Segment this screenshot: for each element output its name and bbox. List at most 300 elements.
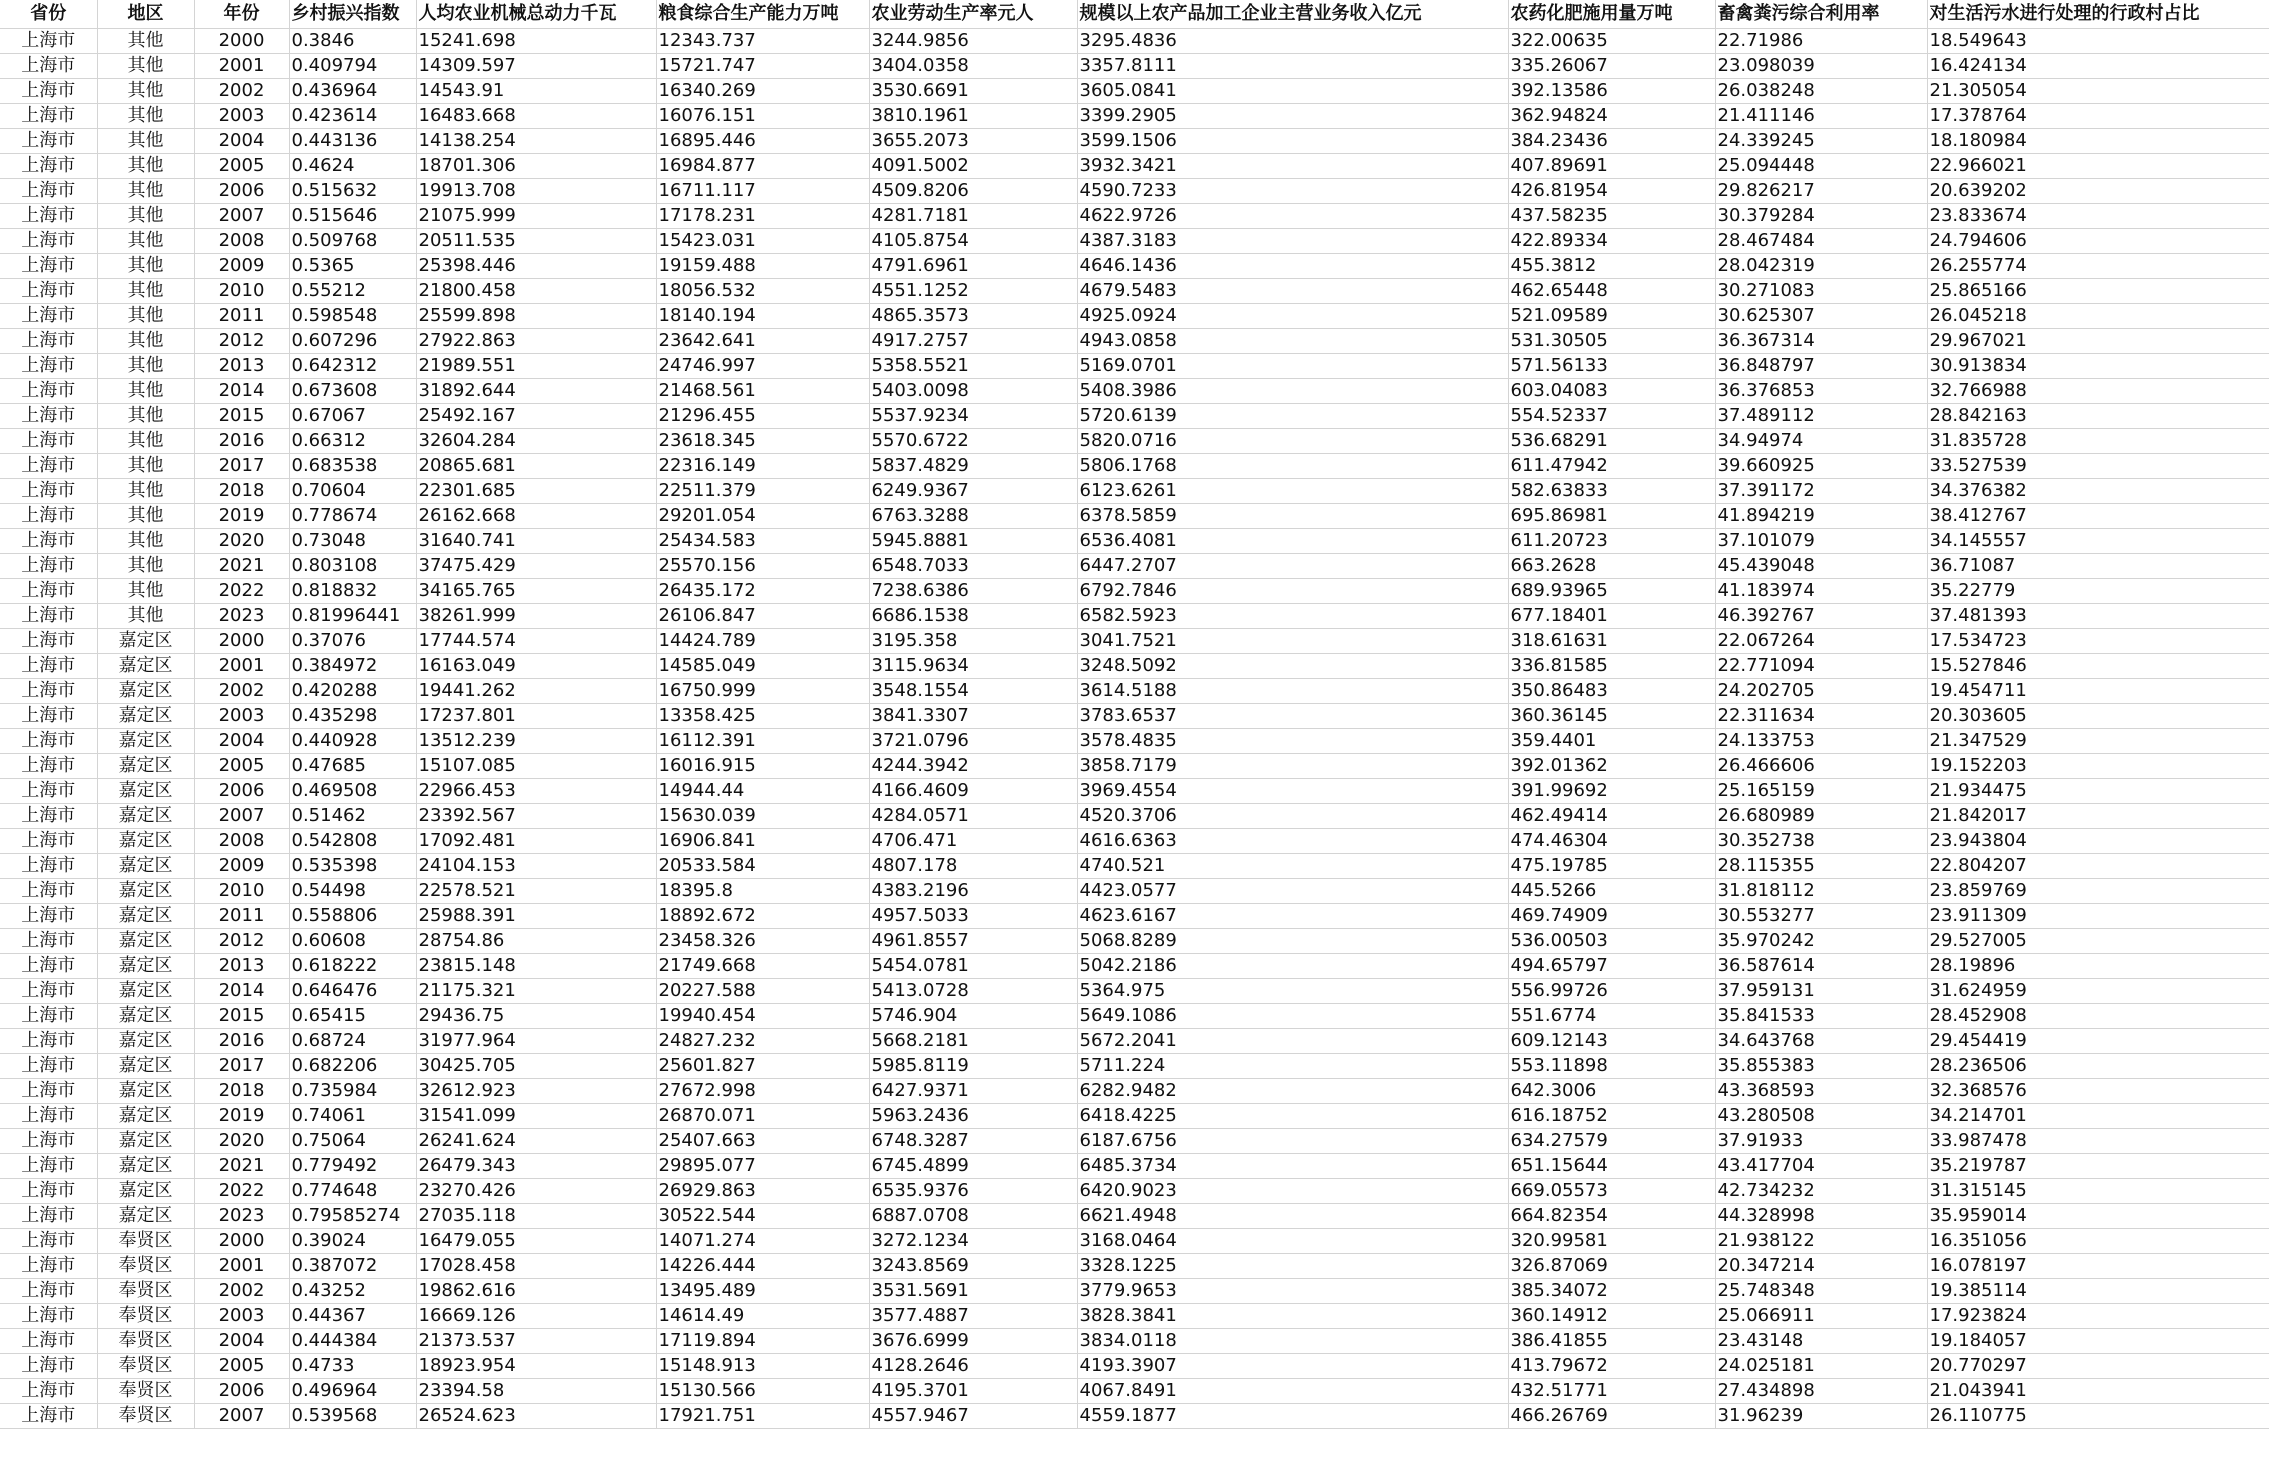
cell-manure-utilization[interactable]: 34.94974 xyxy=(1715,429,1927,454)
cell-province[interactable]: 上海市 xyxy=(0,1404,97,1429)
cell-region[interactable]: 嘉定区 xyxy=(97,1029,194,1054)
cell-manure-utilization[interactable]: 36.587614 xyxy=(1715,954,1927,979)
header-cell-sewage-treatment[interactable]: 对生活污水进行处理的行政村占比 xyxy=(1927,0,2269,29)
cell-region[interactable]: 嘉定区 xyxy=(97,854,194,879)
cell-region[interactable]: 嘉定区 xyxy=(97,729,194,754)
cell-province[interactable]: 上海市 xyxy=(0,1379,97,1404)
cell-province[interactable]: 上海市 xyxy=(0,504,97,529)
cell-year[interactable]: 2007 xyxy=(194,1404,289,1429)
cell-pesticide-fertilizer[interactable]: 413.79672 xyxy=(1508,1354,1715,1379)
cell-processing-revenue[interactable]: 4623.6167 xyxy=(1077,904,1508,929)
cell-grain-capacity[interactable]: 27672.998 xyxy=(656,1079,869,1104)
cell-year[interactable]: 2001 xyxy=(194,654,289,679)
cell-machinery-power[interactable]: 34165.765 xyxy=(416,579,656,604)
cell-pesticide-fertilizer[interactable]: 494.65797 xyxy=(1508,954,1715,979)
cell-labor-productivity[interactable]: 4244.3942 xyxy=(869,754,1077,779)
cell-grain-capacity[interactable]: 26929.863 xyxy=(656,1179,869,1204)
cell-labor-productivity[interactable]: 6427.9371 xyxy=(869,1079,1077,1104)
cell-pesticide-fertilizer[interactable]: 521.09589 xyxy=(1508,304,1715,329)
cell-province[interactable]: 上海市 xyxy=(0,254,97,279)
cell-year[interactable]: 2019 xyxy=(194,1104,289,1129)
cell-labor-productivity[interactable]: 5837.4829 xyxy=(869,454,1077,479)
cell-revitalization-index[interactable]: 0.66312 xyxy=(289,429,416,454)
cell-region[interactable]: 其他 xyxy=(97,179,194,204)
cell-manure-utilization[interactable]: 36.376853 xyxy=(1715,379,1927,404)
cell-sewage-treatment[interactable]: 36.71087 xyxy=(1927,554,2269,579)
cell-year[interactable]: 2022 xyxy=(194,1179,289,1204)
cell-manure-utilization[interactable]: 24.133753 xyxy=(1715,729,1927,754)
cell-labor-productivity[interactable]: 5963.2436 xyxy=(869,1104,1077,1129)
cell-grain-capacity[interactable]: 14585.049 xyxy=(656,654,869,679)
cell-province[interactable]: 上海市 xyxy=(0,179,97,204)
cell-grain-capacity[interactable]: 12343.737 xyxy=(656,29,869,54)
cell-revitalization-index[interactable]: 0.5365 xyxy=(289,254,416,279)
cell-grain-capacity[interactable]: 16112.391 xyxy=(656,729,869,754)
cell-manure-utilization[interactable]: 22.71986 xyxy=(1715,29,1927,54)
cell-sewage-treatment[interactable]: 33.987478 xyxy=(1927,1129,2269,1154)
cell-labor-productivity[interactable]: 6548.7033 xyxy=(869,554,1077,579)
cell-sewage-treatment[interactable]: 21.842017 xyxy=(1927,804,2269,829)
cell-revitalization-index[interactable]: 0.779492 xyxy=(289,1154,416,1179)
cell-machinery-power[interactable]: 21989.551 xyxy=(416,354,656,379)
cell-year[interactable]: 2001 xyxy=(194,1254,289,1279)
cell-province[interactable]: 上海市 xyxy=(0,54,97,79)
cell-manure-utilization[interactable]: 22.771094 xyxy=(1715,654,1927,679)
cell-sewage-treatment[interactable]: 34.145557 xyxy=(1927,529,2269,554)
cell-machinery-power[interactable]: 14309.597 xyxy=(416,54,656,79)
cell-pesticide-fertilizer[interactable]: 603.04083 xyxy=(1508,379,1715,404)
cell-processing-revenue[interactable]: 5806.1768 xyxy=(1077,454,1508,479)
cell-pesticide-fertilizer[interactable]: 359.4401 xyxy=(1508,729,1715,754)
cell-region[interactable]: 其他 xyxy=(97,54,194,79)
cell-revitalization-index[interactable]: 0.803108 xyxy=(289,554,416,579)
cell-machinery-power[interactable]: 32604.284 xyxy=(416,429,656,454)
cell-province[interactable]: 上海市 xyxy=(0,354,97,379)
cell-manure-utilization[interactable]: 36.367314 xyxy=(1715,329,1927,354)
cell-processing-revenue[interactable]: 5649.1086 xyxy=(1077,1004,1508,1029)
cell-manure-utilization[interactable]: 30.553277 xyxy=(1715,904,1927,929)
cell-machinery-power[interactable]: 27922.863 xyxy=(416,329,656,354)
cell-labor-productivity[interactable]: 3577.4887 xyxy=(869,1304,1077,1329)
cell-pesticide-fertilizer[interactable]: 474.46304 xyxy=(1508,829,1715,854)
cell-revitalization-index[interactable]: 0.65415 xyxy=(289,1004,416,1029)
cell-pesticide-fertilizer[interactable]: 642.3006 xyxy=(1508,1079,1715,1104)
cell-labor-productivity[interactable]: 3676.6999 xyxy=(869,1329,1077,1354)
cell-year[interactable]: 2004 xyxy=(194,1329,289,1354)
cell-machinery-power[interactable]: 27035.118 xyxy=(416,1204,656,1229)
cell-manure-utilization[interactable]: 21.938122 xyxy=(1715,1229,1927,1254)
cell-province[interactable]: 上海市 xyxy=(0,1229,97,1254)
cell-processing-revenue[interactable]: 5720.6139 xyxy=(1077,404,1508,429)
cell-pesticide-fertilizer[interactable]: 664.82354 xyxy=(1508,1204,1715,1229)
cell-machinery-power[interactable]: 14138.254 xyxy=(416,129,656,154)
cell-grain-capacity[interactable]: 16895.446 xyxy=(656,129,869,154)
cell-region[interactable]: 嘉定区 xyxy=(97,629,194,654)
cell-revitalization-index[interactable]: 0.774648 xyxy=(289,1179,416,1204)
cell-revitalization-index[interactable]: 0.420288 xyxy=(289,679,416,704)
cell-revitalization-index[interactable]: 0.778674 xyxy=(289,504,416,529)
cell-revitalization-index[interactable]: 0.558806 xyxy=(289,904,416,929)
cell-year[interactable]: 2005 xyxy=(194,1354,289,1379)
cell-year[interactable]: 2018 xyxy=(194,479,289,504)
cell-labor-productivity[interactable]: 4281.7181 xyxy=(869,204,1077,229)
cell-sewage-treatment[interactable]: 34.214701 xyxy=(1927,1104,2269,1129)
cell-manure-utilization[interactable]: 39.660925 xyxy=(1715,454,1927,479)
cell-processing-revenue[interactable]: 6536.4081 xyxy=(1077,529,1508,554)
cell-revitalization-index[interactable]: 0.68724 xyxy=(289,1029,416,1054)
cell-revitalization-index[interactable]: 0.55212 xyxy=(289,279,416,304)
cell-pesticide-fertilizer[interactable]: 536.00503 xyxy=(1508,929,1715,954)
cell-province[interactable]: 上海市 xyxy=(0,779,97,804)
cell-labor-productivity[interactable]: 3841.3307 xyxy=(869,704,1077,729)
cell-manure-utilization[interactable]: 24.025181 xyxy=(1715,1354,1927,1379)
cell-province[interactable]: 上海市 xyxy=(0,554,97,579)
header-cell-year[interactable]: 年份 xyxy=(194,0,289,29)
cell-sewage-treatment[interactable]: 21.934475 xyxy=(1927,779,2269,804)
cell-machinery-power[interactable]: 37475.429 xyxy=(416,554,656,579)
cell-labor-productivity[interactable]: 3244.9856 xyxy=(869,29,1077,54)
header-cell-pesticide-fertilizer[interactable]: 农药化肥施用量万吨 xyxy=(1508,0,1715,29)
cell-processing-revenue[interactable]: 6447.2707 xyxy=(1077,554,1508,579)
cell-sewage-treatment[interactable]: 22.966021 xyxy=(1927,154,2269,179)
cell-labor-productivity[interactable]: 3531.5691 xyxy=(869,1279,1077,1304)
cell-sewage-treatment[interactable]: 38.412767 xyxy=(1927,504,2269,529)
cell-sewage-treatment[interactable]: 23.943804 xyxy=(1927,829,2269,854)
cell-manure-utilization[interactable]: 41.894219 xyxy=(1715,504,1927,529)
cell-processing-revenue[interactable]: 3578.4835 xyxy=(1077,729,1508,754)
cell-year[interactable]: 2012 xyxy=(194,329,289,354)
cell-grain-capacity[interactable]: 18140.194 xyxy=(656,304,869,329)
cell-grain-capacity[interactable]: 16711.117 xyxy=(656,179,869,204)
cell-machinery-power[interactable]: 28754.86 xyxy=(416,929,656,954)
cell-grain-capacity[interactable]: 30522.544 xyxy=(656,1204,869,1229)
cell-labor-productivity[interactable]: 3721.0796 xyxy=(869,729,1077,754)
cell-manure-utilization[interactable]: 24.202705 xyxy=(1715,679,1927,704)
cell-year[interactable]: 2003 xyxy=(194,704,289,729)
cell-manure-utilization[interactable]: 28.042319 xyxy=(1715,254,1927,279)
cell-sewage-treatment[interactable]: 32.368576 xyxy=(1927,1079,2269,1104)
cell-year[interactable]: 2013 xyxy=(194,354,289,379)
cell-revitalization-index[interactable]: 0.60608 xyxy=(289,929,416,954)
cell-province[interactable]: 上海市 xyxy=(0,1004,97,1029)
cell-province[interactable]: 上海市 xyxy=(0,1329,97,1354)
cell-year[interactable]: 2006 xyxy=(194,1379,289,1404)
cell-province[interactable]: 上海市 xyxy=(0,704,97,729)
cell-revitalization-index[interactable]: 0.423614 xyxy=(289,104,416,129)
cell-labor-productivity[interactable]: 6887.0708 xyxy=(869,1204,1077,1229)
cell-province[interactable]: 上海市 xyxy=(0,1279,97,1304)
cell-region[interactable]: 其他 xyxy=(97,429,194,454)
header-cell-province[interactable]: 省份 xyxy=(0,0,97,29)
cell-region[interactable]: 其他 xyxy=(97,279,194,304)
cell-revitalization-index[interactable]: 0.598548 xyxy=(289,304,416,329)
cell-grain-capacity[interactable]: 25570.156 xyxy=(656,554,869,579)
cell-province[interactable]: 上海市 xyxy=(0,904,97,929)
cell-region[interactable]: 嘉定区 xyxy=(97,1204,194,1229)
cell-province[interactable]: 上海市 xyxy=(0,379,97,404)
cell-province[interactable]: 上海市 xyxy=(0,1104,97,1129)
cell-region[interactable]: 其他 xyxy=(97,354,194,379)
cell-province[interactable]: 上海市 xyxy=(0,1029,97,1054)
cell-province[interactable]: 上海市 xyxy=(0,629,97,654)
cell-grain-capacity[interactable]: 14424.789 xyxy=(656,629,869,654)
cell-revitalization-index[interactable]: 0.4733 xyxy=(289,1354,416,1379)
cell-year[interactable]: 2012 xyxy=(194,929,289,954)
cell-year[interactable]: 2010 xyxy=(194,879,289,904)
cell-grain-capacity[interactable]: 14071.274 xyxy=(656,1229,869,1254)
cell-region[interactable]: 其他 xyxy=(97,504,194,529)
cell-sewage-treatment[interactable]: 20.639202 xyxy=(1927,179,2269,204)
cell-manure-utilization[interactable]: 43.417704 xyxy=(1715,1154,1927,1179)
cell-province[interactable]: 上海市 xyxy=(0,979,97,1004)
cell-grain-capacity[interactable]: 22316.149 xyxy=(656,454,869,479)
cell-processing-revenue[interactable]: 3834.0118 xyxy=(1077,1329,1508,1354)
cell-pesticide-fertilizer[interactable]: 469.74909 xyxy=(1508,904,1715,929)
cell-machinery-power[interactable]: 17237.801 xyxy=(416,704,656,729)
cell-sewage-treatment[interactable]: 32.766988 xyxy=(1927,379,2269,404)
cell-manure-utilization[interactable]: 37.101079 xyxy=(1715,529,1927,554)
cell-pesticide-fertilizer[interactable]: 616.18752 xyxy=(1508,1104,1715,1129)
cell-region[interactable]: 嘉定区 xyxy=(97,1154,194,1179)
cell-year[interactable]: 2023 xyxy=(194,604,289,629)
cell-sewage-treatment[interactable]: 26.255774 xyxy=(1927,254,2269,279)
cell-revitalization-index[interactable]: 0.440928 xyxy=(289,729,416,754)
cell-grain-capacity[interactable]: 18892.672 xyxy=(656,904,869,929)
cell-sewage-treatment[interactable]: 16.351056 xyxy=(1927,1229,2269,1254)
cell-province[interactable]: 上海市 xyxy=(0,654,97,679)
cell-revitalization-index[interactable]: 0.435298 xyxy=(289,704,416,729)
cell-revitalization-index[interactable]: 0.70604 xyxy=(289,479,416,504)
cell-machinery-power[interactable]: 25988.391 xyxy=(416,904,656,929)
cell-manure-utilization[interactable]: 43.280508 xyxy=(1715,1104,1927,1129)
cell-grain-capacity[interactable]: 16340.269 xyxy=(656,79,869,104)
cell-grain-capacity[interactable]: 25434.583 xyxy=(656,529,869,554)
cell-year[interactable]: 2004 xyxy=(194,129,289,154)
cell-revitalization-index[interactable]: 0.384972 xyxy=(289,654,416,679)
cell-pesticide-fertilizer[interactable]: 553.11898 xyxy=(1508,1054,1715,1079)
cell-pesticide-fertilizer[interactable]: 677.18401 xyxy=(1508,604,1715,629)
cell-processing-revenue[interactable]: 4679.5483 xyxy=(1077,279,1508,304)
header-cell-grain-capacity[interactable]: 粮食综合生产能力万吨 xyxy=(656,0,869,29)
cell-machinery-power[interactable]: 23392.567 xyxy=(416,804,656,829)
cell-processing-revenue[interactable]: 6123.6261 xyxy=(1077,479,1508,504)
cell-grain-capacity[interactable]: 13358.425 xyxy=(656,704,869,729)
cell-pesticide-fertilizer[interactable]: 554.52337 xyxy=(1508,404,1715,429)
cell-revitalization-index[interactable]: 0.436964 xyxy=(289,79,416,104)
cell-grain-capacity[interactable]: 25601.827 xyxy=(656,1054,869,1079)
cell-machinery-power[interactable]: 26479.343 xyxy=(416,1154,656,1179)
cell-processing-revenue[interactable]: 5820.0716 xyxy=(1077,429,1508,454)
cell-pesticide-fertilizer[interactable]: 611.47942 xyxy=(1508,454,1715,479)
cell-revitalization-index[interactable]: 0.74061 xyxy=(289,1104,416,1129)
cell-year[interactable]: 2016 xyxy=(194,429,289,454)
header-cell-manure-utilization[interactable]: 畜禽粪污综合利用率 xyxy=(1715,0,1927,29)
cell-grain-capacity[interactable]: 14614.49 xyxy=(656,1304,869,1329)
cell-machinery-power[interactable]: 16479.055 xyxy=(416,1229,656,1254)
cell-manure-utilization[interactable]: 31.818112 xyxy=(1715,879,1927,904)
cell-processing-revenue[interactable]: 4740.521 xyxy=(1077,854,1508,879)
cell-pesticide-fertilizer[interactable]: 407.89691 xyxy=(1508,154,1715,179)
cell-sewage-treatment[interactable]: 20.770297 xyxy=(1927,1354,2269,1379)
cell-year[interactable]: 2019 xyxy=(194,504,289,529)
header-cell-labor-productivity[interactable]: 农业劳动生产率元人 xyxy=(869,0,1077,29)
cell-grain-capacity[interactable]: 19940.454 xyxy=(656,1004,869,1029)
cell-grain-capacity[interactable]: 20227.588 xyxy=(656,979,869,1004)
cell-region[interactable]: 其他 xyxy=(97,404,194,429)
cell-year[interactable]: 2020 xyxy=(194,529,289,554)
cell-year[interactable]: 2015 xyxy=(194,1004,289,1029)
cell-region[interactable]: 其他 xyxy=(97,579,194,604)
cell-machinery-power[interactable]: 20865.681 xyxy=(416,454,656,479)
cell-year[interactable]: 2002 xyxy=(194,679,289,704)
cell-manure-utilization[interactable]: 30.625307 xyxy=(1715,304,1927,329)
cell-pesticide-fertilizer[interactable]: 556.99726 xyxy=(1508,979,1715,1004)
cell-year[interactable]: 2014 xyxy=(194,379,289,404)
cell-revitalization-index[interactable]: 0.673608 xyxy=(289,379,416,404)
cell-grain-capacity[interactable]: 17921.751 xyxy=(656,1404,869,1429)
cell-sewage-treatment[interactable]: 30.913834 xyxy=(1927,354,2269,379)
cell-labor-productivity[interactable]: 6745.4899 xyxy=(869,1154,1077,1179)
cell-region[interactable]: 嘉定区 xyxy=(97,1079,194,1104)
cell-year[interactable]: 2014 xyxy=(194,979,289,1004)
cell-labor-productivity[interactable]: 4509.8206 xyxy=(869,179,1077,204)
cell-grain-capacity[interactable]: 16906.841 xyxy=(656,829,869,854)
cell-processing-revenue[interactable]: 3041.7521 xyxy=(1077,629,1508,654)
cell-region[interactable]: 其他 xyxy=(97,204,194,229)
cell-manure-utilization[interactable]: 28.467484 xyxy=(1715,229,1927,254)
cell-year[interactable]: 2020 xyxy=(194,1129,289,1154)
cell-year[interactable]: 2000 xyxy=(194,629,289,654)
cell-region[interactable]: 嘉定区 xyxy=(97,1179,194,1204)
cell-manure-utilization[interactable]: 31.96239 xyxy=(1715,1404,1927,1429)
cell-processing-revenue[interactable]: 6420.9023 xyxy=(1077,1179,1508,1204)
cell-pesticide-fertilizer[interactable]: 350.86483 xyxy=(1508,679,1715,704)
cell-sewage-treatment[interactable]: 29.527005 xyxy=(1927,929,2269,954)
cell-machinery-power[interactable]: 26162.668 xyxy=(416,504,656,529)
cell-processing-revenue[interactable]: 3168.0464 xyxy=(1077,1229,1508,1254)
cell-revitalization-index[interactable]: 0.515646 xyxy=(289,204,416,229)
cell-machinery-power[interactable]: 21175.321 xyxy=(416,979,656,1004)
cell-year[interactable]: 2007 xyxy=(194,804,289,829)
cell-province[interactable]: 上海市 xyxy=(0,1154,97,1179)
cell-processing-revenue[interactable]: 6621.4948 xyxy=(1077,1204,1508,1229)
cell-manure-utilization[interactable]: 26.038248 xyxy=(1715,79,1927,104)
cell-grain-capacity[interactable]: 13495.489 xyxy=(656,1279,869,1304)
cell-labor-productivity[interactable]: 4957.5033 xyxy=(869,904,1077,929)
cell-machinery-power[interactable]: 18923.954 xyxy=(416,1354,656,1379)
cell-labor-productivity[interactable]: 4551.1252 xyxy=(869,279,1077,304)
cell-labor-productivity[interactable]: 3243.8569 xyxy=(869,1254,1077,1279)
cell-manure-utilization[interactable]: 26.680989 xyxy=(1715,804,1927,829)
cell-labor-productivity[interactable]: 3115.9634 xyxy=(869,654,1077,679)
cell-pesticide-fertilizer[interactable]: 391.99692 xyxy=(1508,779,1715,804)
cell-processing-revenue[interactable]: 6378.5859 xyxy=(1077,504,1508,529)
cell-province[interactable]: 上海市 xyxy=(0,329,97,354)
cell-revitalization-index[interactable]: 0.542808 xyxy=(289,829,416,854)
cell-processing-revenue[interactable]: 3328.1225 xyxy=(1077,1254,1508,1279)
cell-labor-productivity[interactable]: 4195.3701 xyxy=(869,1379,1077,1404)
cell-grain-capacity[interactable]: 23642.641 xyxy=(656,329,869,354)
header-cell-processing-revenue[interactable]: 规模以上农产品加工企业主营业务收入亿元 xyxy=(1077,0,1508,29)
cell-sewage-treatment[interactable]: 23.859769 xyxy=(1927,879,2269,904)
cell-pesticide-fertilizer[interactable]: 634.27579 xyxy=(1508,1129,1715,1154)
cell-labor-productivity[interactable]: 4105.8754 xyxy=(869,229,1077,254)
cell-grain-capacity[interactable]: 14226.444 xyxy=(656,1254,869,1279)
cell-grain-capacity[interactable]: 29201.054 xyxy=(656,504,869,529)
cell-labor-productivity[interactable]: 6763.3288 xyxy=(869,504,1077,529)
cell-pesticide-fertilizer[interactable]: 322.00635 xyxy=(1508,29,1715,54)
cell-processing-revenue[interactable]: 3969.4554 xyxy=(1077,779,1508,804)
cell-pesticide-fertilizer[interactable]: 462.65448 xyxy=(1508,279,1715,304)
cell-region[interactable]: 嘉定区 xyxy=(97,1054,194,1079)
cell-pesticide-fertilizer[interactable]: 445.5266 xyxy=(1508,879,1715,904)
cell-machinery-power[interactable]: 26524.623 xyxy=(416,1404,656,1429)
cell-grain-capacity[interactable]: 15148.913 xyxy=(656,1354,869,1379)
cell-pesticide-fertilizer[interactable]: 669.05573 xyxy=(1508,1179,1715,1204)
cell-province[interactable]: 上海市 xyxy=(0,1254,97,1279)
cell-manure-utilization[interactable]: 25.094448 xyxy=(1715,154,1927,179)
cell-province[interactable]: 上海市 xyxy=(0,729,97,754)
cell-processing-revenue[interactable]: 6282.9482 xyxy=(1077,1079,1508,1104)
cell-revitalization-index[interactable]: 0.43252 xyxy=(289,1279,416,1304)
cell-labor-productivity[interactable]: 5537.9234 xyxy=(869,404,1077,429)
cell-year[interactable]: 2001 xyxy=(194,54,289,79)
cell-province[interactable]: 上海市 xyxy=(0,804,97,829)
cell-region[interactable]: 嘉定区 xyxy=(97,929,194,954)
cell-machinery-power[interactable]: 16483.668 xyxy=(416,104,656,129)
cell-labor-productivity[interactable]: 3530.6691 xyxy=(869,79,1077,104)
cell-manure-utilization[interactable]: 27.434898 xyxy=(1715,1379,1927,1404)
cell-grain-capacity[interactable]: 17178.231 xyxy=(656,204,869,229)
cell-grain-capacity[interactable]: 20533.584 xyxy=(656,854,869,879)
cell-revitalization-index[interactable]: 0.387072 xyxy=(289,1254,416,1279)
cell-labor-productivity[interactable]: 3272.1234 xyxy=(869,1229,1077,1254)
cell-region[interactable]: 嘉定区 xyxy=(97,1129,194,1154)
cell-processing-revenue[interactable]: 4387.3183 xyxy=(1077,229,1508,254)
cell-grain-capacity[interactable]: 15721.747 xyxy=(656,54,869,79)
cell-year[interactable]: 2008 xyxy=(194,229,289,254)
cell-pesticide-fertilizer[interactable]: 689.93965 xyxy=(1508,579,1715,604)
cell-province[interactable]: 上海市 xyxy=(0,104,97,129)
cell-manure-utilization[interactable]: 36.848797 xyxy=(1715,354,1927,379)
cell-machinery-power[interactable]: 25398.446 xyxy=(416,254,656,279)
cell-province[interactable]: 上海市 xyxy=(0,954,97,979)
cell-region[interactable]: 奉贤区 xyxy=(97,1354,194,1379)
cell-sewage-treatment[interactable]: 24.794606 xyxy=(1927,229,2269,254)
cell-region[interactable]: 其他 xyxy=(97,254,194,279)
cell-region[interactable]: 奉贤区 xyxy=(97,1279,194,1304)
cell-labor-productivity[interactable]: 4284.0571 xyxy=(869,804,1077,829)
cell-labor-productivity[interactable]: 3655.2073 xyxy=(869,129,1077,154)
cell-province[interactable]: 上海市 xyxy=(0,1204,97,1229)
cell-sewage-treatment[interactable]: 16.078197 xyxy=(1927,1254,2269,1279)
cell-machinery-power[interactable]: 29436.75 xyxy=(416,1004,656,1029)
cell-pesticide-fertilizer[interactable]: 326.87069 xyxy=(1508,1254,1715,1279)
cell-machinery-power[interactable]: 26241.624 xyxy=(416,1129,656,1154)
cell-sewage-treatment[interactable]: 35.22779 xyxy=(1927,579,2269,604)
cell-manure-utilization[interactable]: 25.066911 xyxy=(1715,1304,1927,1329)
cell-grain-capacity[interactable]: 21296.455 xyxy=(656,404,869,429)
cell-labor-productivity[interactable]: 5746.904 xyxy=(869,1004,1077,1029)
cell-grain-capacity[interactable]: 16984.877 xyxy=(656,154,869,179)
cell-province[interactable]: 上海市 xyxy=(0,229,97,254)
cell-revitalization-index[interactable]: 0.535398 xyxy=(289,854,416,879)
cell-manure-utilization[interactable]: 25.165159 xyxy=(1715,779,1927,804)
cell-grain-capacity[interactable]: 14944.44 xyxy=(656,779,869,804)
cell-grain-capacity[interactable]: 26106.847 xyxy=(656,604,869,629)
cell-processing-revenue[interactable]: 4193.3907 xyxy=(1077,1354,1508,1379)
cell-year[interactable]: 2005 xyxy=(194,154,289,179)
